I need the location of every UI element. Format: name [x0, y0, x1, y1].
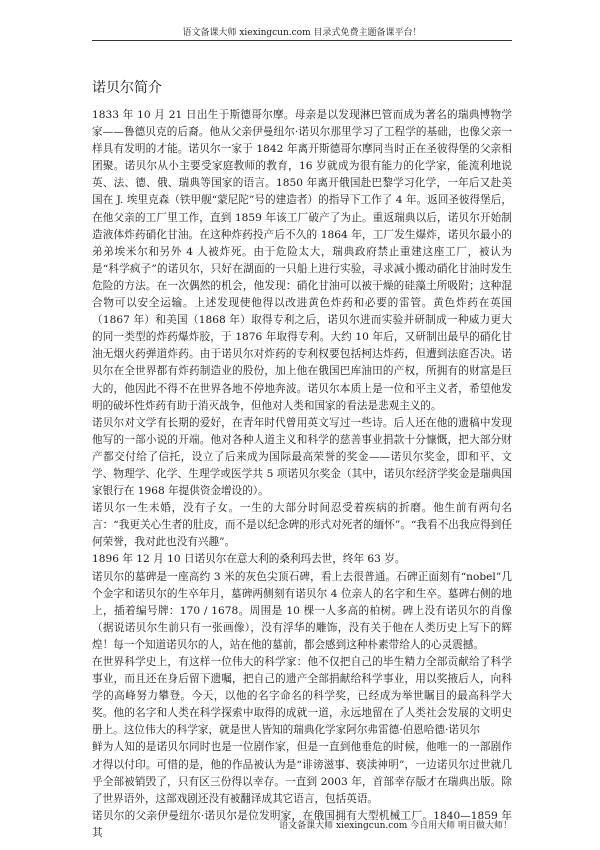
- paragraph: 1896 年 12 月 10 日诺贝尔在意大利的桑利玛去世，终年 63 岁。: [92, 553, 406, 566]
- page-footer: 语文备课大师 xiexingcun.com 今日用大师 明日做大师！: [279, 821, 512, 831]
- header-divider: [92, 40, 512, 41]
- paragraph: 鲜为人知的是诺贝尔同时也是一位剧作家，但是一直到他垂危的时候，他唯一的一部剧作才得以付印。可惜的是，他的作品被认为是“诽谤滋事、亵渎神明”，一边诺贝尔过世就几乎全部被销毁了，只有区三份得以幸存。一直到 2003 年，首部幸存版才在瑞典出版。除了世界语外，这部戏剧还没有被翻译成其它语言，包括英语。: [92, 741, 512, 805]
- document-title: 诺贝尔简介: [92, 80, 162, 96]
- paragraph: 诺贝尔一生未婚，没有子女。一生的大部分时间忍受着疾病的折磨。他生前有两句名言：“我更关心生者的肚皮，而不是以纪念碑的形式对死者的缅怀”。“我看不出我应得到任何荣誉，我对此也没有兴趣”。: [92, 502, 512, 549]
- paragraph: 在世界科学史上，有这样一位伟大的科学家：他不仅把自己的毕生精力全部贡献给了科学事业，而且还在身后留下遗嘱，把自己的遗产全部捐献给科学事业，用以奖掖后人，向科学的高峰努力攀登。今天，以他的名字命名的科学奖，已经成为举世瞩目的最高科学大奖。他的名字和人类在科学探索中取得的成就一道，永远地留在了人类社会发展的文明史册上。这位伟大的科学家，就是世人皆知的瑞典化学家阿尔弗雷德·伯恩哈德·诺贝尔: [92, 656, 512, 737]
- paragraph: 1833 年 10 月 21 日出生于斯德哥尔摩。母亲是以发现淋巴管而成为著名的瑞典博物学家——鲁德贝克的后裔。他从父亲伊曼纽尔·诺贝尔那里学习了工程学的基础，也像父亲一样具有发明的才能。诺贝尔一家于 1842 年离开斯德哥尔摩同当时正在圣彼得堡的父亲相团聚。诺贝尔从小主要受家庭教师的教育，16 岁就成为很有能力的化学家，能流利地说英、法、德、俄、瑞典等国家的语言。1850 年离开俄国赴巴黎学习化学，一年后又赴美国在 J. 埃里克森（铁甲舰“蒙尼陀”号的建造者）的指导下工作了 4 年。返回圣彼得堡后，在他父亲的工厂里工作，直到 1859 年该工厂破产了为止。重返瑞典以后，诺贝尔开始制造液体炸药硝化甘油。在这种炸药投产后不久的 1864 年，工厂发生爆炸，诺贝尔最小的弟弟埃米尔和另外 4 人被炸死。由于危险太大，瑞典政府禁止重建这座工厂，被认为是“科学疯子”的诺贝尔，只好在湖面的一只船上进行实验，寻求减小搬动硝化甘油时发生危险的方法。在一次偶然的机会，他发现：硝化甘油可以被干燥的硅藻土所吸附；这种混合物可以安全运输。上述发现使他得以改进黄色炸药和必要的雷管。黄色炸药在英国（1867 年）和美国（1868 年）取得专利之后，诺贝尔进而实验并研制成一种威力更大的同一类型的炸药爆炸胶，于 1876 年取得专利。大约 10 年后，又研制出最早的硝化甘油无烟火药弹道炸药。由于诺贝尔对炸药的专利权要包括柯达炸药，但遭到法庭否决。诺贝尔在全世界都有炸药制造业的股份，加上他在俄国巴库油田的产权，所拥有的财富是巨大的，他因此不得不在世界各地不停地奔波。诺贝尔本质上是一位和平主义者，希望他发明的破坏性炸药有助于消灭战争，但他对人类和国家的看法是悲观主义的。: [92, 109, 512, 412]
- document-body: [92, 107, 512, 842]
- paragraph: 诺贝尔的墓碑是一座高约 3 米的灰色尖顶石碑，看上去很普通。石碑正面刻有“nobel”几个金字和诺贝尔的生卒年月，墓碑两侧刻有诺贝尔 4 位亲人的名字和生卒。墓碑右侧的地上，插着编号牌：170 / 1678。周围是 10 棵一人多高的柏树。碑上没有诺贝尔的肖像（据说诺贝尔生前只有一张画像），没有浮华的雕饰，没有关于他在人类历史上写下的辉煌！每一个知道诺贝尔的人，站在他的墓前，都会感到这种朴素带给人的心灵震撼。: [92, 570, 512, 651]
- paragraph: 诺贝尔的父亲伊曼纽尔·诺贝尔是位发明家，在俄国拥有大型机械工厂。1840—1859 年其: [92, 809, 512, 839]
- paragraph: 诺贝尔对文学有长期的爱好，在青年时代曾用英文写过一些诗。后人还在他的遗稿中发现他写的一部小说的开端。他对各种人道主义和科学的慈善事业捐款十分慷慨，把大部分财产都交付给了信托，设立了后来成为国际最高荣誉的奖金——诺贝尔奖金，即和平、文学、物理学、化学、生理学或医学共 5 项诺贝尔奖金（其中，诺贝尔经济学奖金是瑞典国家银行在 1968 年提供资金增设的）。: [92, 416, 512, 498]
- page-header: 语文备课大师 xiexingcun.com 目录式免费主题备课平台！: [182, 28, 422, 38]
